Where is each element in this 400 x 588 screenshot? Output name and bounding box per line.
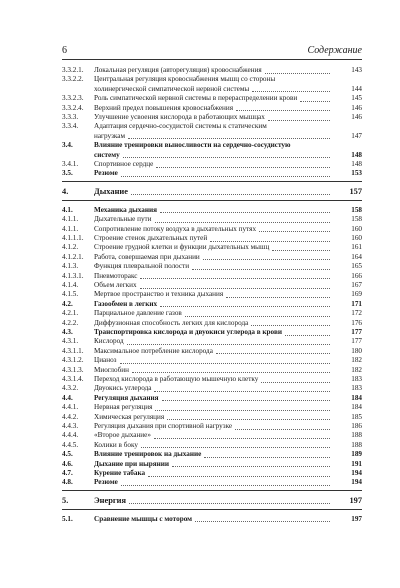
running-title: Содержание <box>307 45 362 56</box>
toc-entry-title: Функция плевральной полости <box>94 262 190 271</box>
running-header <box>62 43 362 60</box>
toc-entry-title: Строение стенок дыхательных путей <box>94 234 208 242</box>
toc-entry[interactable] <box>62 431 362 440</box>
toc-page-number: 164 <box>351 252 362 261</box>
dot-leader <box>121 176 330 177</box>
toc-entry-number: 3.3.2.4. <box>62 103 84 112</box>
toc-page-number: 177 <box>351 328 362 336</box>
chapter-separator <box>62 490 362 491</box>
toc-entry[interactable] <box>62 113 362 122</box>
dot-leader <box>251 325 330 326</box>
dot-leader <box>127 344 330 345</box>
toc-entry-number: 4.8. <box>62 478 73 487</box>
toc-page-number: 184 <box>351 393 362 402</box>
toc-entry-number: 3.4. <box>62 141 73 150</box>
dot-leader <box>268 120 330 121</box>
toc-page-number: 160 <box>351 234 362 242</box>
dot-leader <box>203 259 330 260</box>
toc-entry-title: нагрузкам <box>94 131 126 140</box>
toc-page-number: 180 <box>351 346 362 355</box>
dot-leader <box>192 269 330 270</box>
dot-leader <box>140 278 330 279</box>
toc-entry[interactable] <box>62 515 362 524</box>
toc-page-number: 184 <box>351 403 362 412</box>
toc-entry[interactable] <box>62 290 362 299</box>
toc-entry-number: 4.7. <box>62 469 73 477</box>
dot-leader <box>155 410 330 411</box>
toc-entry-number: 3.3.2.2. <box>62 75 84 84</box>
toc-page-number: 144 <box>351 84 362 93</box>
toc-entry-number: 4.4.2. <box>62 412 79 421</box>
dot-leader <box>272 250 330 251</box>
toc-page-number: 143 <box>351 66 362 74</box>
toc-entry-title: Регуляция дыхания <box>94 393 159 402</box>
toc-entry-title: Строение грудной клетки и функции дыхательных мышц <box>94 243 270 252</box>
toc-entry[interactable] <box>62 356 362 365</box>
toc-entry[interactable] <box>62 319 362 328</box>
dot-leader <box>160 212 330 213</box>
dot-leader <box>259 231 330 232</box>
toc-entry[interactable] <box>62 141 362 160</box>
toc-entry[interactable] <box>62 413 362 422</box>
toc-entry-number: 4.3.1.2. <box>62 356 84 365</box>
toc-entry-title: Энергия <box>94 495 127 505</box>
toc-entry-title: систему <box>94 150 120 159</box>
toc-entry[interactable] <box>62 478 362 487</box>
toc-page-number: 160 <box>351 224 362 233</box>
dot-leader <box>167 419 330 420</box>
toc-entry-number: 4.2. <box>62 299 73 308</box>
toc-entry-number: 4.1. <box>62 205 73 214</box>
toc-entry[interactable] <box>62 328 362 337</box>
toc-entry[interactable] <box>62 441 362 450</box>
toc-entry[interactable] <box>62 253 362 262</box>
toc-entry-title: Мертвое пространство и техника дыхания <box>94 290 224 299</box>
chapter-separator <box>62 181 362 182</box>
toc-entry-title: Резюме <box>94 169 118 178</box>
toc-entry-title: «Второе дыхание» <box>94 431 151 440</box>
toc-entry-title: Колики в боку <box>94 440 138 449</box>
toc-entry-number: 4.3.1.4. <box>62 375 84 383</box>
toc-entry[interactable] <box>62 75 362 94</box>
chapter-separator <box>62 509 362 510</box>
toc-entry[interactable] <box>62 366 362 375</box>
dot-leader <box>123 157 330 158</box>
toc-page-number: 146 <box>351 103 362 112</box>
toc-page-number: 191 <box>351 459 362 468</box>
toc-entry-number: 4.4.5. <box>62 440 79 449</box>
toc-entry-number: 4.4.4. <box>62 431 79 440</box>
toc-entry-title: Механика дыхания <box>94 205 158 214</box>
toc-entry-number: 4. <box>62 186 69 196</box>
toc-page-number: 185 <box>351 412 362 421</box>
toc-page-number: 188 <box>351 431 362 440</box>
toc-page-number: 197 <box>351 514 362 523</box>
dot-leader <box>160 306 330 307</box>
toc-entry[interactable] <box>62 309 362 318</box>
toc-entry-title: Переход кислорода в работающую мышечную клетку <box>94 375 259 383</box>
toc-page-number: 167 <box>351 281 362 289</box>
chapter-separator <box>62 200 362 201</box>
toc-entry-title: Двуокись углерода <box>94 384 152 393</box>
toc-entry-number: 3.3.2.3. <box>62 94 84 103</box>
toc-entry-title: Сравнение мышцы с мотором <box>94 514 193 523</box>
toc-entry-title: Парциальное давление газов <box>94 309 182 318</box>
dot-leader <box>204 457 330 458</box>
toc-entry[interactable] <box>62 422 362 431</box>
dot-leader <box>155 222 330 223</box>
toc-page-number: 189 <box>351 450 362 459</box>
toc-entry-number: 3.5. <box>62 169 73 178</box>
toc-entry-title: Сопротивление потоку воздуха в дыхательных путях <box>94 224 257 233</box>
toc-page-number: 182 <box>351 356 362 365</box>
toc-page-number: 145 <box>351 94 362 103</box>
toc-entry-number: 4.4.1. <box>62 403 79 412</box>
toc-entry-number: 4.1.2.1. <box>62 252 84 261</box>
toc-entry-title: Пневмоторакс <box>94 271 138 280</box>
toc-entry[interactable] <box>62 384 362 393</box>
toc-page-number: 166 <box>351 271 362 280</box>
toc-entry-number: 4.1.5. <box>62 290 79 299</box>
toc-page-number: 165 <box>351 262 362 271</box>
toc-page-number: 183 <box>351 384 362 393</box>
dot-leader <box>154 391 330 392</box>
toc-page-number: 158 <box>351 205 362 214</box>
toc-page-number: 169 <box>351 290 362 299</box>
toc-entry[interactable] <box>62 450 362 459</box>
dot-leader <box>210 241 330 242</box>
toc-entry-title: Химическая регуляция <box>94 412 165 421</box>
toc-entry-number: 3.4.1. <box>62 160 79 168</box>
toc-entry[interactable] <box>62 460 362 469</box>
toc-entry-number: 4.1.1.1. <box>62 234 84 242</box>
dot-leader <box>185 316 330 317</box>
toc-entry-number: 4.4. <box>62 393 73 402</box>
dot-leader <box>128 138 330 139</box>
toc-entry-number: 4.3.1.3. <box>62 365 84 374</box>
toc-entry-number: 4.3. <box>62 328 73 336</box>
toc-page-number: 194 <box>351 469 362 477</box>
dot-leader <box>285 335 330 336</box>
dot-leader <box>120 363 330 364</box>
toc-entry-title: Улучшение усвоения кислорода в работающих мышцах <box>94 113 265 121</box>
toc-entry-title: Адаптация сердечно-сосудистой системы к статическим <box>94 122 267 131</box>
toc-entry[interactable] <box>62 104 362 113</box>
toc-entry-title: Резюме <box>94 478 118 487</box>
toc-page-number: 177 <box>351 337 362 346</box>
toc-entry-number: 4.6. <box>62 459 73 468</box>
toc-chapter-entry[interactable] <box>62 187 362 198</box>
toc-entry-title: Верхний предел повышения кровоснабжения <box>94 103 234 112</box>
toc-entry-title: Дыхание <box>94 186 128 196</box>
dot-leader <box>141 447 330 448</box>
dot-leader <box>252 91 330 92</box>
dot-leader <box>132 372 330 373</box>
toc-page-number: 172 <box>351 309 362 318</box>
dot-leader <box>226 297 330 298</box>
toc-entry-number: 4.1.1. <box>62 215 79 224</box>
toc-entry-title: Газообмен в легких <box>94 299 158 308</box>
toc-page-number: 148 <box>351 160 362 168</box>
page-number: 6 <box>62 45 67 56</box>
toc-entry-title: Кислород <box>94 337 124 346</box>
toc-page-number: 146 <box>351 113 362 121</box>
toc-entry-title: Локальная регуляция (авторегуляция) кровоснабжения <box>94 66 262 74</box>
toc-entry-title: Диффузионная способность легких для кислорода <box>94 318 249 327</box>
toc-entry[interactable] <box>62 394 362 403</box>
toc-entry-title: Цианоз <box>94 356 117 365</box>
toc-entry[interactable] <box>62 94 362 103</box>
toc-entry[interactable] <box>62 300 362 309</box>
toc-page-number: 197 <box>349 495 362 505</box>
toc-entry-number: 3.3.4. <box>62 122 79 131</box>
toc-entry-number: 4.3.1.1. <box>62 346 84 355</box>
dot-leader <box>121 485 330 486</box>
toc-entry[interactable] <box>62 375 362 384</box>
toc-entry[interactable] <box>62 225 362 234</box>
toc-entry[interactable] <box>62 206 362 215</box>
toc-page-number: 182 <box>351 365 362 374</box>
toc-entry-title: холинергической симпатической нервной системы <box>94 84 250 93</box>
toc-page-number: 183 <box>351 375 362 383</box>
toc-entry-title: Влияние тренировки выносливости на сердечно-сосудистую <box>94 141 291 150</box>
toc-entry-title: Курение табака <box>94 469 146 477</box>
toc-page-number: 147 <box>351 131 362 140</box>
toc-entry-number: 4.1.2. <box>62 243 79 252</box>
toc-entry[interactable] <box>62 122 362 141</box>
toc-entry-number: 3.3.3. <box>62 113 79 121</box>
toc-entry[interactable] <box>62 66 362 75</box>
dot-leader <box>140 288 330 289</box>
toc-entry-title: Дыхание при нырянии <box>94 459 170 468</box>
toc-entry-number: 4.3.2. <box>62 384 79 393</box>
toc-entry[interactable] <box>62 262 362 271</box>
toc-entry-title: Центральная регуляция кровоснабжения мышц со стороны <box>94 75 276 84</box>
toc-entry[interactable] <box>62 403 362 412</box>
toc-entry-number: 4.1.1. <box>62 224 79 233</box>
toc-entry[interactable] <box>62 281 362 290</box>
toc-entry[interactable] <box>62 215 362 224</box>
dot-leader <box>261 382 330 383</box>
toc-entry-number: 4.2.2. <box>62 318 79 327</box>
dot-leader <box>195 521 330 522</box>
toc-entry-number: 5.1. <box>62 514 73 523</box>
toc-entry[interactable] <box>62 234 362 243</box>
toc-page-number: 188 <box>351 440 362 449</box>
toc-entry-number: 5. <box>62 495 69 505</box>
toc-entry-number: 4.4.3. <box>62 422 79 430</box>
toc-page-number: 194 <box>351 478 362 487</box>
toc-entry-title: Нервная регуляция <box>94 403 153 412</box>
toc-entry-title: Роль симпатической нервной системы в перераспределении крови <box>94 94 298 103</box>
toc-entry[interactable] <box>62 160 362 169</box>
toc-page-number: 153 <box>351 169 362 178</box>
toc-entry[interactable] <box>62 243 362 252</box>
dot-leader <box>300 101 330 102</box>
toc-page-number: 161 <box>351 243 362 252</box>
toc-entry-title: Регуляция дыхания при спортивной нагрузке <box>94 422 233 430</box>
toc-page-number: 157 <box>349 186 362 196</box>
dot-leader <box>236 110 330 111</box>
toc-entry[interactable] <box>62 169 362 178</box>
toc-entry[interactable] <box>62 272 362 281</box>
toc-entry[interactable] <box>62 337 362 346</box>
dot-leader <box>172 466 330 467</box>
toc-page-number: 171 <box>351 299 362 308</box>
toc-entry[interactable] <box>62 347 362 356</box>
toc-entry[interactable] <box>62 469 362 478</box>
toc-chapter-entry[interactable] <box>62 496 362 507</box>
toc-entry-number: 4.1.3. <box>62 262 79 271</box>
dot-leader <box>148 476 330 477</box>
toc-entry-title: Миоглобин <box>94 365 129 374</box>
toc-entry-number: 4.1.4. <box>62 281 79 289</box>
dot-leader <box>154 438 330 439</box>
dot-leader <box>129 503 330 504</box>
toc-entry-title: Транспортировка кислорода и двуокиси углерода в крови <box>94 328 282 336</box>
toc-page-number: 148 <box>351 150 362 159</box>
toc-entry-number: 4.1.3.1. <box>62 271 84 280</box>
dot-leader <box>156 167 330 168</box>
toc-page-number: 176 <box>351 318 362 327</box>
toc-entry-number: 4.5. <box>62 450 73 459</box>
toc-page-number: 158 <box>351 215 362 224</box>
toc-entry-number: 3.3.2.1. <box>62 66 84 74</box>
toc-entry-title: Объем легких <box>94 281 137 289</box>
toc-entry-title: Влияние тренировок на дыхание <box>94 450 202 459</box>
dot-leader <box>235 429 330 430</box>
dot-leader <box>265 73 330 74</box>
toc-entry-title: Спортивное сердце <box>94 160 154 168</box>
dot-leader <box>216 353 330 354</box>
toc-entry-number: 4.2.1. <box>62 309 79 318</box>
toc-entry-title: Дыхательные пути <box>94 215 152 224</box>
toc-entry-title: Работа, совершаемая при дыхании <box>94 252 200 261</box>
dot-leader <box>162 400 330 401</box>
toc-page-number: 186 <box>351 422 362 430</box>
toc-entry-title: Максимальное потребление кислорода <box>94 346 213 355</box>
toc-entry-number: 4.3.1. <box>62 337 79 346</box>
dot-leader <box>131 194 330 195</box>
